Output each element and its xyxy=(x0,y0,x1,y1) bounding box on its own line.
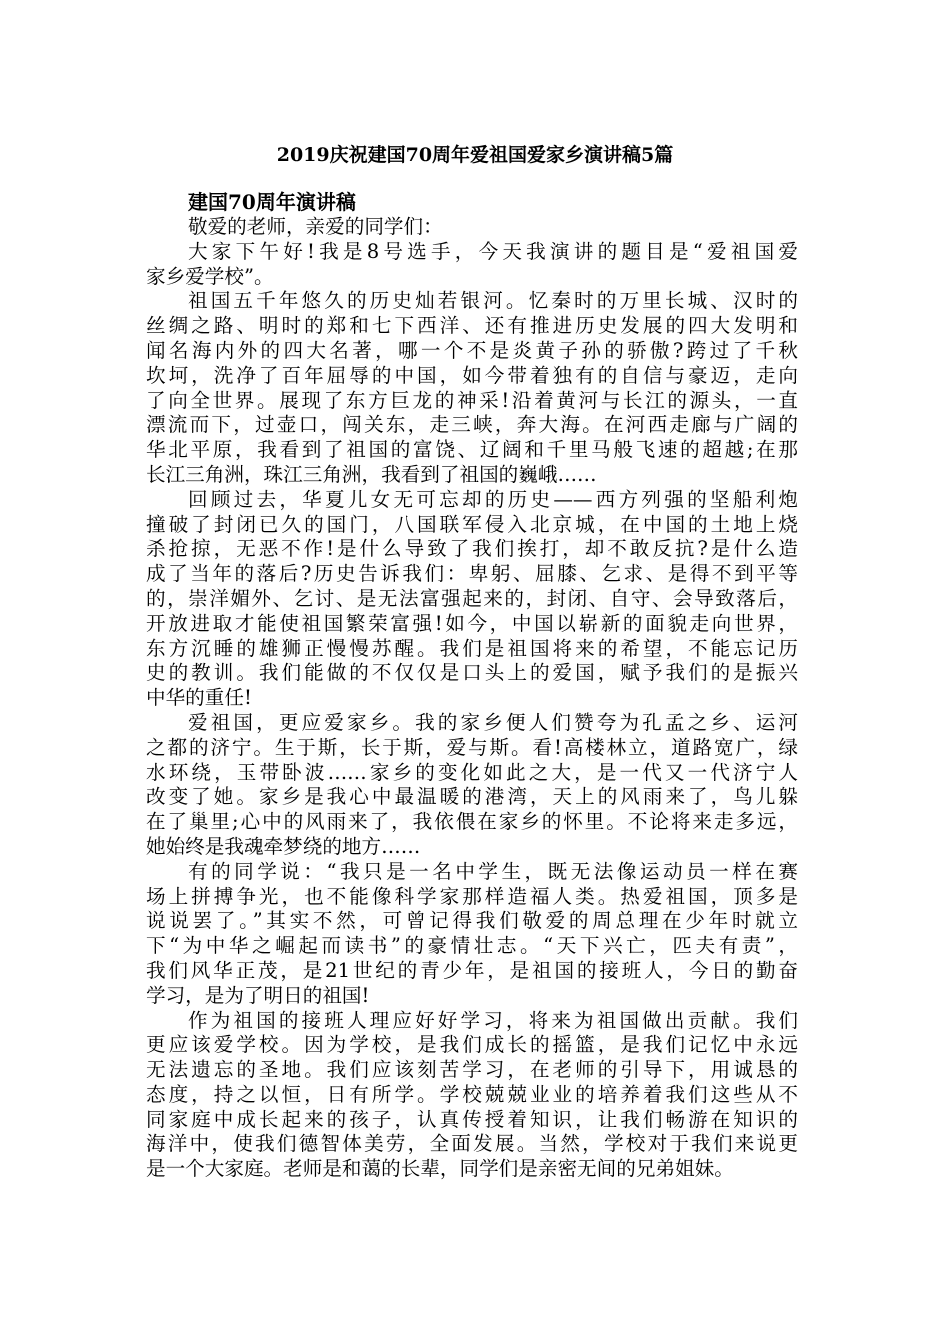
paragraph-line: 她始终是我魂牵梦绕的地方…… xyxy=(146,834,421,858)
body-paragraph xyxy=(146,488,798,711)
paragraph-line: 无法遗忘的圣地。我们应该刻苦学习，在老师的引导下，用诚恳的 xyxy=(146,1058,798,1082)
paragraph-line: 水环绕，玉带卧波……家乡的变化如此之大，是一代又一代济宁人 xyxy=(146,760,798,784)
paragraph-line: 祖国五千年悠久的历史灿若银河。忆秦时的万里长城、汉时的 xyxy=(188,289,798,313)
paragraph-line: 东方沉睡的雄狮正慢慢苏醒。我们是祖国将来的希望，不能忘记历 xyxy=(146,636,798,660)
paragraph-line: 中华的重任! xyxy=(146,686,252,710)
body-paragraph xyxy=(146,711,798,860)
paragraph-line: 史的教训。我们能做的不仅仅是口头上的爱国，赋予我们的是振兴 xyxy=(146,661,798,685)
paragraph-line: 之都的济宁。生于斯，长于斯，爱与斯。看!高楼林立，道路宽广，绿 xyxy=(146,735,798,759)
paragraph-line: 华北平原，我看到了祖国的富饶、辽阔和千里马般飞速的超越;在那 xyxy=(146,438,798,462)
paragraph-line: 同家庭中成长起来的孩子，认真传授着知识，让我们畅游在知识的 xyxy=(146,1107,798,1131)
paragraph-line: 更应该爱学校。因为学校，是我们成长的摇篮，是我们记忆中永远 xyxy=(146,1033,798,1057)
body-paragraph xyxy=(146,240,798,290)
paragraph-line: 改变了她。家乡是我心中最温暖的港湾，天上的风雨来了，鸟儿躲 xyxy=(146,785,798,809)
paragraph-line: 成了当年的落后?历史告诉我们：卑躬、屈膝、乞求、是得不到平等 xyxy=(146,562,798,586)
paragraph-line: 是一个大家庭。老师是和蔼的长辈，同学们是亲密无间的兄弟姐妹。 xyxy=(146,1157,734,1181)
paragraph-line: 大家下午好!我是8号选手，今天我演讲的题目是“爱祖国爱 xyxy=(188,239,798,263)
paragraph-line: 学习，是为了明日的祖国! xyxy=(146,983,370,1007)
body-paragraph xyxy=(146,1009,798,1183)
paragraph-line: 坎坷，洗净了百年屈辱的中国，如今带着独有的自信与豪迈，走向 xyxy=(146,363,798,387)
paragraph-line: 家乡爱学校”。 xyxy=(146,264,274,288)
paragraph-line: 回顾过去，华夏儿女无可忘却的历史——西方列强的坚船利炮 xyxy=(188,487,798,511)
paragraph-line: 漂流而下，过壶口，闯关东，走三峡，奔大海。在河西走廊与广阔的 xyxy=(146,413,798,437)
body-paragraph xyxy=(146,289,798,487)
body-paragraph xyxy=(146,860,798,1009)
paragraph-line: 场上拼搏争光，也不能像科学家那样造福人类。热爱祖国，顶多是 xyxy=(146,884,798,908)
paragraph-line: 丝绸之路、明时的郑和七下西洋、还有推进历史发展的四大发明和 xyxy=(146,314,798,338)
paragraph-line: 开放进取才能使祖国繁荣富强!如今，中国以崭新的面貌走向世界， xyxy=(146,611,798,635)
paragraph-line: 闻名海内外的四大名著，哪一个不是炎黄子孙的骄傲?跨过了千秋 xyxy=(146,338,798,362)
paragraph-line: 海洋中，使我们德智体美劳，全面发展。当然，学校对于我们来说更 xyxy=(146,1132,798,1156)
paragraph-line: 撞破了封闭已久的国门，八国联军侵入北京城，在中国的土地上烧 xyxy=(146,512,798,536)
paragraph-line: 长江三角洲，珠江三角洲，我看到了祖国的巍峨…… xyxy=(146,462,597,486)
paragraph-line: 态度，持之以恒，日有所学。学校兢兢业业的培养着我们这些从不 xyxy=(146,1082,798,1106)
paragraph-line: 在了巢里;心中的风雨来了，我依偎在家乡的怀里。不论将来走多远， xyxy=(146,810,798,834)
paragraph-line: 爱祖国，更应爱家乡。我的家乡便人们赞夸为孔孟之乡、运河 xyxy=(188,710,798,734)
body-paragraph xyxy=(146,215,798,240)
paragraph-line: 下“为中华之崛起而读书”的豪情壮志。“天下兴亡，匹夫有责”， xyxy=(146,934,798,958)
document-body xyxy=(146,189,798,1182)
paragraph-line: 杀抢掠，无恶不作!是什么导致了我们挨打，却不敢反抗?是什么造 xyxy=(146,537,798,561)
paragraph-line: 有的同学说：“我只是一名中学生，既无法像运动员一样在赛 xyxy=(188,859,798,883)
paragraph-line: 说说罢了。”其实不然，可曾记得我们敬爱的周总理在少年时就立 xyxy=(146,909,798,933)
paragraph-line: 作为祖国的接班人理应好好学习，将来为祖国做出贡献。我们 xyxy=(188,1008,798,1032)
paragraph-line: 的，崇洋媚外、乞讨、是无法富强起来的，封闭、自守、会导致落后， xyxy=(146,586,798,610)
paragraph-line: 了向全世界。展现了东方巨龙的神采!沿着黄河与长江的源头，一直 xyxy=(146,388,798,412)
paragraph-line: 敬爱的老师，亲爱的同学们： xyxy=(188,215,443,238)
paragraph-line: 我们风华正茂，是21世纪的青少年，是祖国的接班人，今日的勤奋 xyxy=(146,958,798,982)
section-heading: 建国70周年演讲稿 xyxy=(188,190,356,214)
document-title: 2019庆祝建国70周年爱祖国爱家乡演讲稿5篇 xyxy=(276,144,674,166)
